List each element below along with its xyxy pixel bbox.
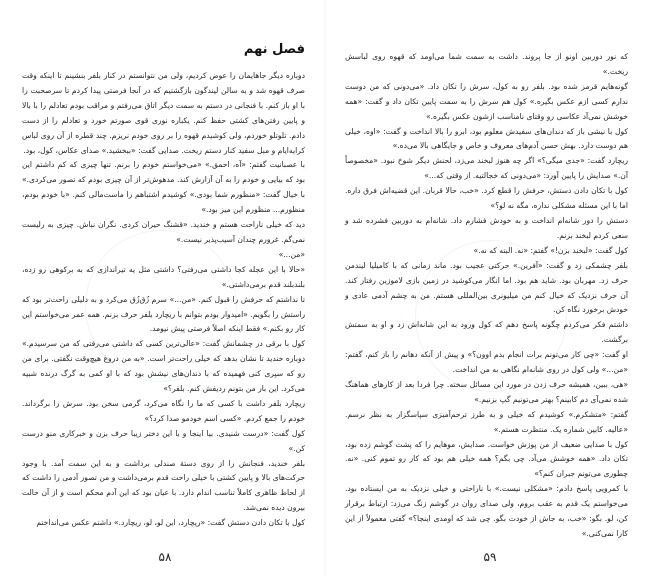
paragraph: با عصبانیت گفتم: «آه، احمق.» «می‌خواستم خودم را برنم. تنها چیزی که کم داشتم این بود که بیایی و خودم را به آن آزارش کند. مدهوش‌تر از آن چیزی بودم که تصور می‌کردی.» با خیال گفت: «منظورم شما بودی.» کوشیدم اشتباهم را ماست‌مالی کنم. «با خودم بودم، منظورم... منظورم این میز بود.» (22, 160, 305, 215)
paragraph: او گفت: «چی کار می‌تونم برات انجام بدم اوون؟» و پیش از آنکه دهانم را باز کنم، گفتم: «من...» ولی کول در روی شانه‌ام نگاهی به من انداخت. (345, 350, 628, 375)
paragraph: ریچارد بلفر داشت با کسی که ما را نگاه می‌کرد، گرمی سخن بود. سرش را برگرداند. خودم را جمع کردم. «کسی اسم خودمو صدا کرد؟» (22, 398, 305, 423)
right-page (325, 0, 650, 576)
paragraph: «هی، ببین، همیشه حرف زدن در مورد این مسائل سخته. چرا فردا بعد از کارهای هماهنگ شده نمی‌آی دم کابینم؟ بهتر می‌تونیم گپ بزنیم.» (345, 379, 628, 404)
paragraph: بلفر چشمکی زد و گفت: «آفرین.» حرکتی عجیب بود. ماند زمانی که با کامیلیا لیندمن حرف زد. مهربان بود. شاید هم بود. اما انگار می‌کوشید در زمین بازی لاموزین رفتار کند. آن حرف نزدیک که خیال کنم من میلیونری بین‌المللی هستم. من به چشم آدمی عادی و خودش برخورد نگاه کن. (345, 260, 628, 315)
paragraph: کول با تکان دادن دستش، حرفش را قطع کرد. «خب، حالا قربان. این قضیه‌اش فرق داره. اما با این مسئله مشکلی نداره، مگه نه لو؟» (345, 186, 628, 211)
paragraph: کول گفت: «درست شنیدی. بیا اینجا و با این دختر زیبا حرف بزن و خبرکاری منو درست کن.» (22, 428, 305, 453)
paragraph: گفتم: «متشکرم.» کوشیدم که خیلی و به طرز ترحم‌آمیزی سپاسگزار به نظر نرسم. «عالیه. کابین شماره یک. منتظرت هستم.» (345, 409, 628, 434)
paragraph: «حالا با این عجله کجا داشتی می‌رفتی؟ داشتی مثل یه تیراندازی که به برکوهی رو زده، بلندبلند قدم برمی‌داشتی.» (22, 264, 305, 289)
paragraph: بلفر خندید، فنجانش را از روی دستهٔ صندلی برداشت و به این سمت آمد. با وجود حرکت‌های بالا و پایین کشتی با خیلی راحت قدم برمی‌داشت و من تصور آدمی را داشت که از لحاظ ظاهری کاملاً تناسب اندام دارد. با عیان بود که این آدم محکم است و از آن حالت بیرون دیده نمی‌شد. (22, 458, 305, 513)
paragraph: با کمرویی پاسخ دادم: «مشکلی نیست.» با ناراحتی و خیلی نزدیک به من ایستاده بود. می‌خواستم یک قدم به عقب بروم، ولی صدای روان در گوشم زنگ می‌زد: ارتباط برقرار کن، لو. بگو: «خب، به جاش از خودت بگو. چی شد که اومدی اینجا؟» گفتی معمولاً از این کارا نمی‌کنی.» (345, 484, 628, 538)
paragraph: کول با نیشی باز که دندان‌های سفیدش معلوم بود، ابرو را بالا انداخت و گفت: «اوه، خیلی هم دوست دارد. بهش حسن آدم‌های معروف و خاص و جایگاهی بالا می‌ده.» (345, 126, 628, 151)
paragraph: گونه‌هایم قرمز شده بود. بلفر رو به کول، سرش را تکان داد. «می‌دونی که من دوست ندارم کسی ازم عکس بگیره.» کول هم سرش را به سمت پایین تکان داد و گفت: «همه خوشش نمی‌آد عکاسی رو وقتای نامناسب ازشون عکس بگیره.» (345, 81, 628, 121)
paragraph: دستش را دور شانه‌ام انداخت و به خودش فشارم داد. شانه‌ام به دوربین فشرده شد و سعی کردم لبخند بزنم. (345, 215, 628, 240)
paragraph: «من...» (278, 249, 305, 259)
paragraph: کول با برقی در چشمانش گفت: «عالی‌ترین کسی که داشتی می‌رفتی که من سرسیدم.» دوباره خندید تا نشان بدهد که خیلی راحت‌تر است. «به من دروغ هیچ‌وقت نگفتی. برای من رو که سپری کنی فهمیده که با دندان‌های نیشش بود که با او کمی به گرگ درنده شبیه می‌کرد. این بار من بتونم ردیفش کنم. بلفر؟» (22, 339, 305, 394)
page-number: ۵۹ (483, 550, 497, 564)
paragraph: که نور دوربین اونو از جا پروند. داشت به سمت شما می‌اومد که قهوه روی لباسش ریخت.» (345, 52, 628, 76)
paragraph: ریچارد گفت: «جدی میگی؟» اگر چه هنوز لبخند می‌زد، لحنش دیگر شوخ نبود. «مخصوصاً آن.» صدایش را پایین آورد: «می‌دونی که خجالتیه. از وقتی که...» (345, 156, 628, 181)
paragraph: تا نداشتم که حرفش را قبول کنم. «من...» سرم زُق‌زُق می‌کرد و به دلیلی راحت‌تر بود که راستش را بگویم. «امیدوار بودم بتوانم با ریچارد بلفر حرف بزنم. همه عمر می‌خواستم این کار رو بکنم.» فقط اینکه اصلاً فرصتی پیش نیومد. (22, 294, 305, 334)
page-number: ۵۸ (158, 550, 172, 564)
left-page-body (22, 69, 305, 531)
paragraph: دید که خیلی ناراحت هستم و خندید. «قشنگ حیران کردی. نگران نباش. چیزی به رلیست نمی‌گم. غرورم چندان آسیب‌پذیر نیست.» (22, 220, 305, 244)
paragraph: کول گفت: «لبخند بزن!» گفتم: «نه. البته که نه.» (473, 245, 628, 255)
paragraph: دوباره دیگر جاهایمان را عوض کردیم، ولی من نتوانستم در کنار بلفر بنشینم تا اینکه وقت صرف قهوه شد و به سالن لیندگون بازگشتیم که در آنجا فرصتی پیدا کردم تا سرصحبت را با او باز کنم. با فنجانی در دستم به سمت دیگر اتاق می‌رفتم و مراقب بودم تعادلم را با بالا و پایین رفتن‌های کشتی حفظ کنم. یکباره نوری قوی صورتم خورد و تعادلم را از دست دادم. تلوتلو خوردم، ولی کوشیدم قهوه را بر روی خودم نریزم. چند قطره از آن روی لباس کرایه‌ایام و مبل سفید کنار دستم ریخت. صدایی گفت: «ببخشید.» صدای عکاس، کول، بود. (22, 71, 305, 155)
chapter-title: فصل نهم (243, 42, 305, 57)
paragraph: داشتم فکر می‌کردم چگونه پاسخ دهم که کول ورود به این شانه‌اش زد و او به سمتش برگشت. (345, 320, 628, 345)
paragraph: کول با تکان دادن دستش گفت: «ریچارد، این لو، لو، ریچارد.» داشتم عکس می‌انداختم (36, 518, 305, 528)
paragraph: کول با صدایی ضعیف از من پوزش خواست. صدایش، موهایم را که پشت گوشم زده بود، تکان داد. «همه خوشش می‌آد. چی بگم؟ همه خیلی هم بود که کار رو تموم کنی. «نه. چطوری می‌تونم جبران کنم؟» (345, 439, 628, 479)
right-page-body (345, 50, 628, 542)
